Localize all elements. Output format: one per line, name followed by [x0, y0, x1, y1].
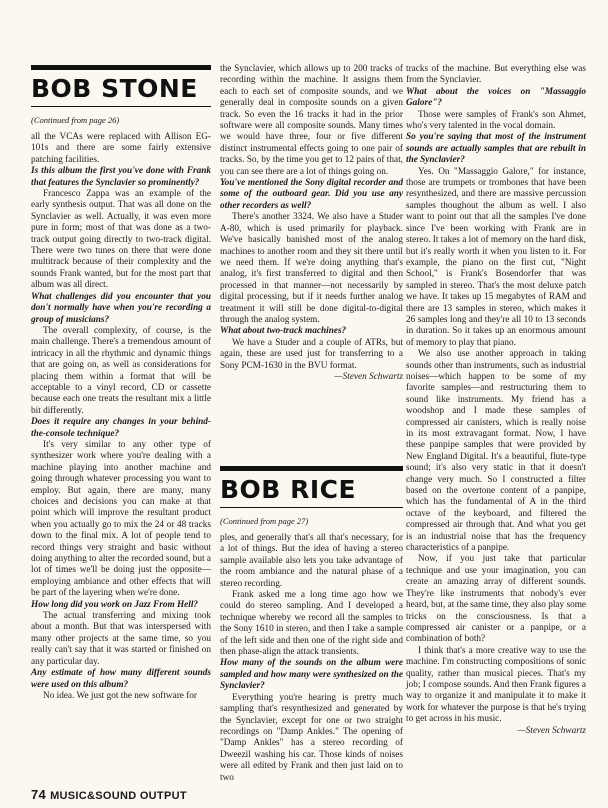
interview-question: You've mentioned the Sony digital recorder and some of the outboard gear. Did you use any other recorders as well?: [220, 178, 403, 211]
column-bob-rice: [220, 466, 403, 784]
article-body: [220, 533, 403, 784]
interview-question: Is this album the first you've done with Frank that features the Synclavier so prominently?: [31, 166, 211, 188]
body-paragraph: Everything you're hearing is pretty much sampling that's resynthesized and generated by the Synclavier, except for one or two straight recordings on "Damp Ankles." The opening of "Damp Ankles" has a stereo recording of Dweezil washing his car. Those kinds of noises were all edited by Frank and then just laid on to two: [220, 692, 403, 783]
byline: —Steven Schwartz: [517, 725, 586, 736]
interview-question: Any estimate of how many different sounds were used on this album?: [31, 668, 211, 690]
article-heading-bob-stone: BOB STONE: [31, 74, 211, 107]
interview-question: How many of the sounds on the album were sampled and how many were synthesized on the Synclavier?: [220, 658, 403, 692]
body-paragraph: Those were samples of Frank's son Ahmet, who's very talented in the vocal domain.: [406, 109, 586, 132]
body-paragraph: It's very similar to any other type of synthesizer work where you're dealing with a machine playing into another machine and going through whatever processing you want to employ. But again, there are many, many choices and decisions you can make at that point which will improve the resultant product when you actually go to mix the 24 or 48 tracks down to the final mix. A lot of people tend to record things very straight and basic without doing anything to alter the recorded sound, but a lot of times we'll be doing just the opposite—employing ambiance and other effects that will be part of the layering when we're done.: [31, 439, 211, 599]
continued-note: (Continued from page 27): [220, 516, 309, 526]
column-bob-stone: [31, 65, 211, 702]
article-body-continued: [220, 64, 403, 383]
interview-question: What challenges did you encounter that you don't normally have when you're recording a group of musicians?: [31, 291, 211, 325]
continued-note: (Continued from page 26): [31, 115, 120, 125]
body-paragraph: all the VCAs were replaced with Allison EG-101s and there are some fairly extensive patching facilities.: [31, 132, 211, 165]
article-body-continued: [406, 64, 586, 737]
heading-rule: [220, 466, 403, 471]
interview-question: How long did you work on Jazz From Hell?: [31, 599, 199, 610]
magazine-name: MUSIC&SOUND OUTPUT: [50, 790, 187, 802]
body-paragraph: the Synclavier, which allows up to 200 tracks of recording within the machine. It assigns them each to each set of composite sounds, and we generally deal in composite sounds on a given track. So even the 16 tracks it had in the prior software were all composite sounds. Many times we would have three, four or five different distinct instrumental effects going to one pair of tracks. So, by the time you get to 12 pairs of that, you can see there are a lot of things going on.: [220, 64, 403, 177]
byline: —Steven Schwartz: [334, 371, 403, 382]
page-footer: [31, 787, 187, 802]
body-paragraph: Francesco Zappa was an example of the early synthesis output. That was all done on the Synclavier as well. Actually, it was even more pure in form; most of that was done as a two-track output going directly to two-track digital. There were two tunes on there that were done multitrack because of their complexity and the sounds Frank wanted, but for the most part that album was all direct.: [31, 189, 211, 291]
page-number: 74: [31, 787, 47, 802]
article-heading-bob-rice: BOB RICE: [220, 475, 403, 508]
body-paragraph: tracks of the machine. But everything else was from the Synclavier.: [406, 64, 586, 86]
interview-question: What about two-track machines?: [220, 326, 347, 337]
body-paragraph: I think that's a more creative way to use the machine. I'm constructing compositions of sonic quality, rather than musical pieces. That's my job; I compose sounds. And then Frank figures a way to organize it and manipulate it to make it work for whatever the purpose is that he's trying to get across in his music.: [406, 645, 586, 725]
article-body: [31, 132, 211, 702]
body-paragraph: Yes. On "Massaggio Galore," for instance, those are trumpets or trombones that have been resynthesized, and there are massive percussion samples thoughout the album as well. I also want to point out that all the samples I've done since I've been working with Frank are in stereo. It takes a lot of memory on the hard disk, but it's really worth it when you listen to it. For example, the piano on the first cut, "Night School," is Frank's Bosendorfer that was sampled in stereo. That's the most deluxe patch we have. It takes up 15 megabytes of RAM and there are 13 samples in stereo, which makes it 26 samples long and they're all 10 to 13 seconds in duration. So it takes up an enormous amount of memory to play that piano.: [406, 166, 586, 348]
body-paragraph: The overall complexity, of course, is the main challenge. There's a tremendous amount of intricacy in all the rhythmic and dynamic things that are going on, as well as considerations for placing them within a format that will be acceptable to a vinyl record, CD or cassette because each one treats the resultant mix a little bit differently.: [31, 325, 211, 416]
body-paragraph: There's another 3324. We also have a Studer A-80, which is used primarily for playback. We've basically banished most of the analog machines to another room and they sit there until we need them. If we're doing anything that's analog, it's first transferred to digital and then processed in that manner—not necessarily by digital processing, but if it needs further analog treatment it will still be done digital-to-digital through the analog system.: [220, 212, 403, 325]
body-paragraph: The actual transferring and mixing took about a month. But that was interspersed with many other projects at the same time, so you really can't say that it was started or finished on any particular day.: [31, 611, 211, 667]
interview-question: So you're saying that most of the instrument sounds are actually samples that are rebuilt in the Synclavier?: [406, 132, 586, 166]
body-paragraph: No idea. We just got the new software for: [43, 690, 197, 701]
body-paragraph: We also use another approach in taking sounds other than instruments, such as industrial noises—which happen to be some of my favorite samples—and restructuring them to sound like instruments. My friend has a woodshop and I made these samples of compressed air canisters, which is really noise in its most extravagant format. Now, I have these panpipe samples that were provided by New England Digital. It's a beautiful, flute-type sound; it's also very static in that it doesn't change very much. So I constructed a filter based on the overtone content of a panpipe, which has the fundamental of A in the third octave of the keyboard, and filtered the compressed air through that. And what you get is an industrial noise that has the frequency characteristics of a panpipe.: [406, 349, 586, 554]
body-paragraph: Frank asked me a long time ago how we could do stereo sampling. And I developed a technique whereby we record all the samples to the Sony 1610 in stereo, and then I take a sample of the left side and then one of the right side and then phase-align the attack transients.: [220, 590, 403, 658]
column-middle: [220, 64, 403, 383]
heading-rule: [31, 65, 211, 70]
body-paragraph: ples, and generally that's all that's necessary, for a lot of things. But the idea of having a stereo sample available also lets you take advantage of the room ambiance and the natural phase of a stereo recording.: [220, 533, 403, 589]
interview-question: Does it require any changes in your behind-the-console technique?: [31, 417, 211, 439]
body-paragraph: Now, if you just take that particular technique and use your imagination, you can create an amazing array of different sounds. They're like instruments that nobody's ever heard, but, at the same time, they also play some tricks on the consciousness. Is that a compressed air canister or a panpipe, or a combination of both?: [406, 554, 586, 645]
body-paragraph: We have a Studer and a couple of ATRs, but again, these are used just for transferring to a Sony PCM-1630 in the BVU format.: [220, 337, 403, 371]
column-right: [406, 64, 586, 737]
interview-question: What about the voices on "Massaggio Galore"?: [406, 86, 586, 109]
